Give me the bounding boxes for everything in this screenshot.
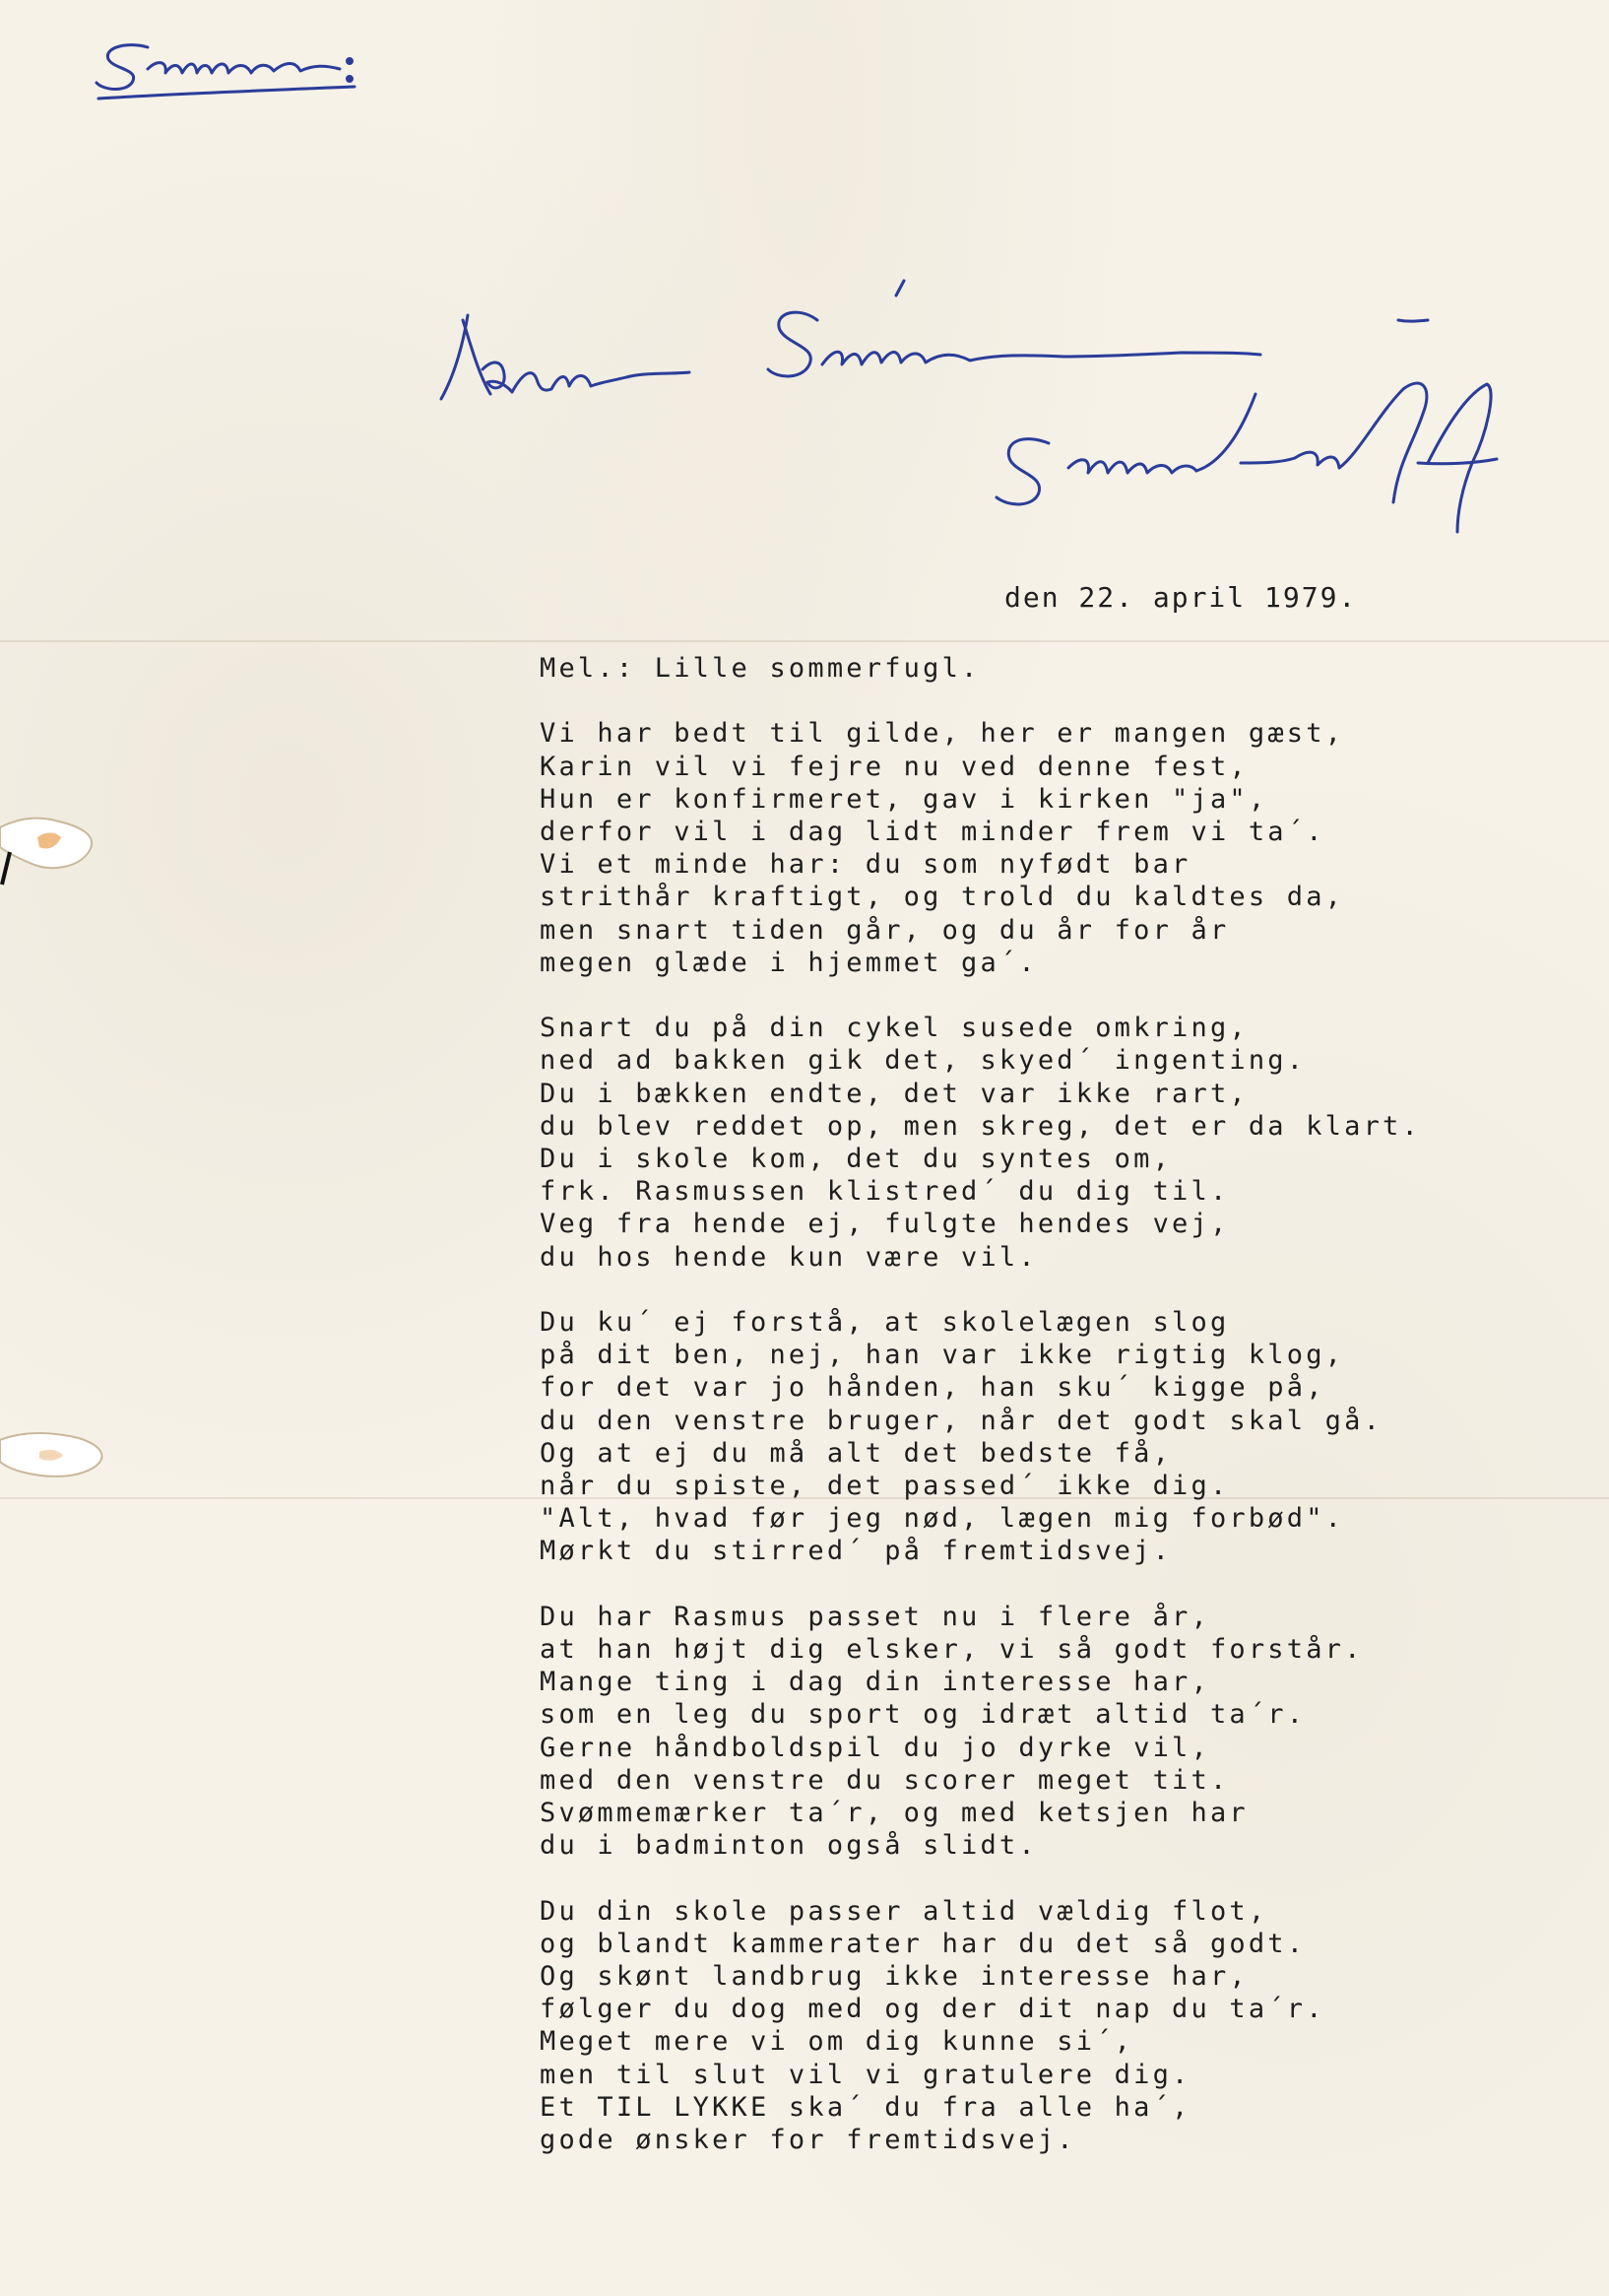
poem-line: som en leg du sport og idræt altid ta´r. <box>540 1699 1307 1731</box>
poem-line: derfor vil i dag lidt minder frem vi ta´. <box>540 817 1325 847</box>
poem-line: megen glæde i hjemmet ga´. <box>540 947 1038 978</box>
letter-date: den 22. april 1979. <box>1004 581 1358 614</box>
poem-stanza-2 <box>540 1012 1574 1274</box>
poem-line: følger du dog med og der dit nap du ta´r. <box>540 1994 1325 2025</box>
poem-line: frk. Rasmussen klistred´ du dig til. <box>540 1176 1230 1208</box>
poem-line: Du din skole passer altid vældig flot, <box>540 1895 1268 1927</box>
poem-stanza-5 <box>540 1895 1574 2157</box>
poem-line: Vi har bedt til gilde, her er mangen gæst, <box>540 718 1345 750</box>
poem-stanza-4 <box>540 1601 1574 1863</box>
poem-line: Og skønt landbrug ikke interesse har, <box>540 1961 1249 1993</box>
poem-line: Snart du på din cykel susede omkring, <box>540 1013 1249 1044</box>
handwritten-place <box>997 383 1497 532</box>
punch-hole-bottom <box>0 1418 118 1497</box>
poem-line: med den venstre du scorer meget tit. <box>540 1764 1230 1796</box>
poem-line: Gerne håndboldspil du jo dyrke vil, <box>540 1732 1210 1763</box>
poem-line: for det var jo hånden, han sku´ kigge på, <box>540 1372 1325 1404</box>
poem-stanza-1 <box>540 717 1574 979</box>
poem-line: du den venstre bruger, når det godt skal gå. <box>540 1405 1384 1436</box>
poem-line: strithår kraftigt, og trold du kaldtes da, <box>540 882 1345 913</box>
poem-line: men til slut vil vi gratulere dig. <box>540 2059 1191 2090</box>
poem-line: Mange ting i dag din interesse har, <box>540 1667 1210 1698</box>
poem-body <box>540 652 1574 2189</box>
poem-line: Karin vil vi fejre nu ved denne fest, <box>540 751 1249 782</box>
handwritten-note-top-left <box>97 45 354 98</box>
poem-line: Og at ej du må alt det bedste få, <box>540 1437 1173 1469</box>
poem-line: Meget mere vi om dig kunne si´, <box>540 2026 1134 2058</box>
poem-line: Du i skole kom, det du syntes om, <box>540 1144 1173 1175</box>
punch-hole-top <box>0 808 118 886</box>
poem-line: men snart tiden går, og du år for år <box>540 914 1230 946</box>
poem-line: Du i bækken endte, det var ikke rart, <box>540 1078 1249 1109</box>
poem-line: gode ønsker for fremtidsvej. <box>540 2125 1076 2156</box>
poem-line: Du ku´ ej forstå, at skolelægen slog <box>540 1307 1230 1339</box>
melody-line: Mel.: Lille sommerfugl. <box>540 653 981 684</box>
handwriting-layer <box>0 0 1609 689</box>
poem-line: Svømmemærker ta´r, og med ketsjen har <box>540 1798 1249 1829</box>
poem-line: Veg fra hende ej, fulgte hendes vej, <box>540 1209 1230 1240</box>
poem-line: at han højt dig elsker, vi så godt forstår. <box>540 1634 1364 1666</box>
poem-line: Vi et minde har: du som nyfødt bar <box>540 849 1191 881</box>
poem-line: og blandt kammerater har du det så godt. <box>540 1928 1307 1959</box>
poem-line: ned ad bakken gik det, skyed´ ingenting. <box>540 1045 1307 1077</box>
poem-line: Du har Rasmus passet nu i flere år, <box>540 1601 1210 1632</box>
poem-line: Et TIL LYKKE ska´ du fra alle ha´, <box>540 2091 1191 2123</box>
poem-line: du hos hende kun være vil. <box>540 1241 1038 1273</box>
poem-line: når du spiste, det passed´ ikke dig. <box>540 1471 1230 1502</box>
handwritten-name <box>441 281 1428 399</box>
poem-line: på dit ben, nej, han var ikke rigtig klog, <box>540 1340 1345 1371</box>
poem-line: du i badminton også slidt. <box>540 1830 1038 1862</box>
poem-line: Mørkt du stirred´ på fremtidsvej. <box>540 1536 1173 1567</box>
poem-stanza-3 <box>540 1306 1574 1568</box>
poem-line: "Alt, hvad før jeg nød, lægen mig forbød". <box>540 1503 1345 1535</box>
poem-line: du blev reddet op, men skreg, det er da klart. <box>540 1110 1421 1142</box>
poem-line: Hun er konfirmeret, gav i kirken "ja", <box>540 783 1268 815</box>
